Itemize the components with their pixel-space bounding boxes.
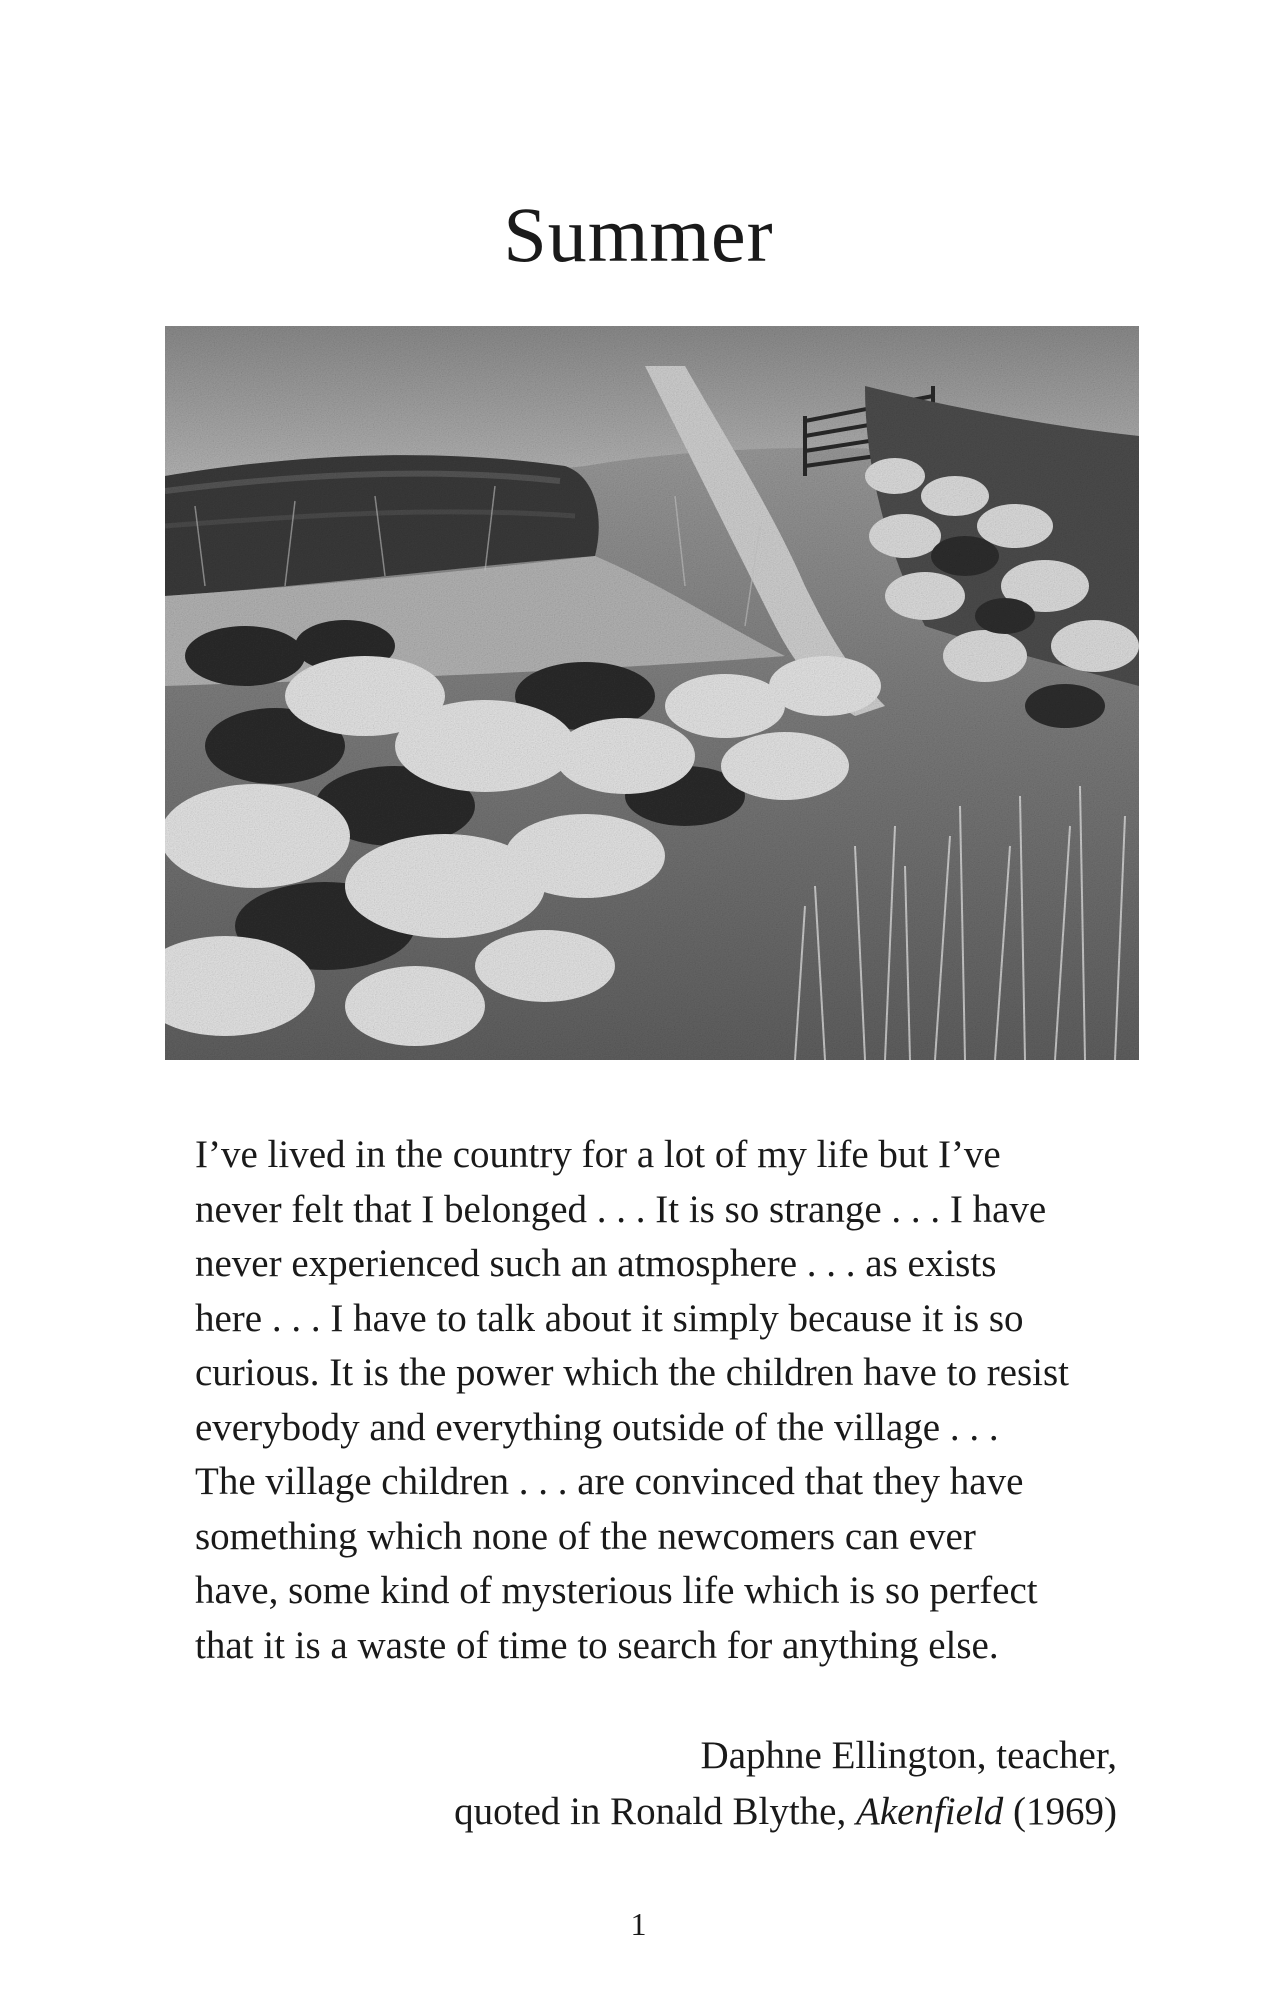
quote-attribution <box>454 1728 1117 1840</box>
page-number: 1 <box>630 1906 647 1942</box>
quote-line: that it is a waste of time to search for anything else. <box>195 1623 999 1667</box>
quote-line: something which none of the newcomers can ever <box>195 1514 976 1558</box>
attribution-source <box>454 1784 1117 1840</box>
quote-line: here . . . I have to talk about it simply because it is so <box>195 1296 1024 1340</box>
quote-line: never experienced such an atmosphere . . . as exists <box>195 1242 997 1285</box>
quote-line: I’ve lived in the country for a lot of my life but I’ve <box>195 1133 1001 1176</box>
attribution-prefix: quoted in Ronald Blythe, <box>454 1790 856 1833</box>
chapter-title: Summer <box>503 191 774 278</box>
quote-line: have, some kind of mysterious life which is so perfect <box>195 1569 1038 1612</box>
quote-line: The village children . . . are convinced that they have <box>195 1460 1024 1503</box>
quote-line: never felt that I belonged . . . It is so strange . . . I have <box>195 1187 1047 1231</box>
quote-line: curious. It is the power which the children have to resist <box>195 1351 1070 1394</box>
attribution-author: Daphne Ellington, teacher, <box>700 1734 1117 1777</box>
quote-line: everybody and everything outside of the village . . . <box>195 1405 999 1449</box>
sheep-photo <box>165 326 1139 1060</box>
publication-year: (1969) <box>1003 1790 1117 1833</box>
book-title: Akenfield <box>856 1790 1004 1833</box>
epigraph-quote <box>195 1128 1135 1673</box>
